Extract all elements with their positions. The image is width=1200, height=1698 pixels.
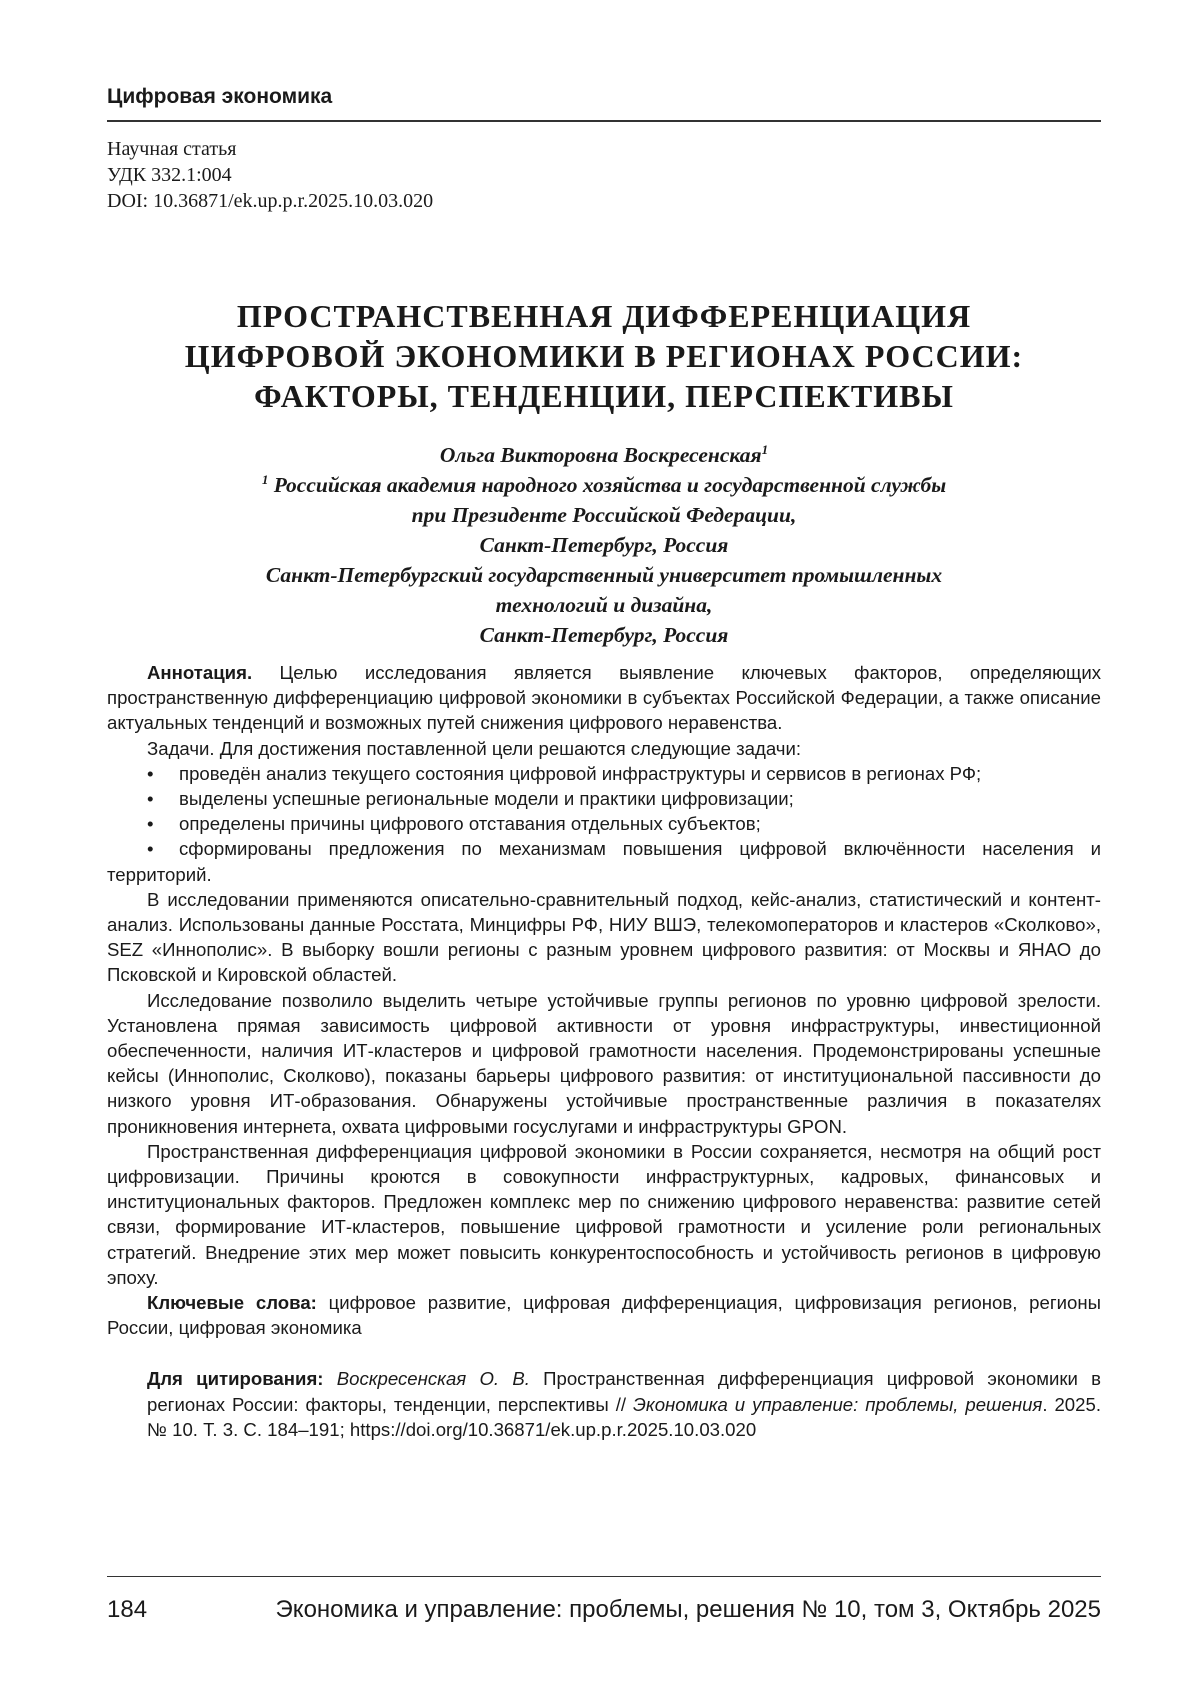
author-sup: 1 bbox=[761, 441, 769, 457]
abstract-tasks-intro: Задачи. Для достижения поставленной цели решаются следующие задачи: bbox=[147, 737, 802, 759]
bullet-icon: • bbox=[147, 813, 154, 835]
citation-journal: Экономика и управление: проблемы, решения bbox=[633, 1393, 1043, 1415]
affiliation-sup: 1 bbox=[261, 471, 269, 487]
list-item: • проведён анализ текущего состояния цифровой инфраструктуры и сервисов в регионах РФ; bbox=[107, 761, 1101, 786]
affiliation-1-line-3: Санкт-Петербург, Россия bbox=[479, 533, 729, 557]
bullet-icon: • bbox=[147, 838, 154, 860]
article-title bbox=[107, 296, 1101, 416]
abstract-results: Исследование позволило выделить четыре устойчивые группы регионов по уровню цифровой зрелости. Установлена прямая зависимость цифровой активности от уровня инфраструктуры, инвестиционной обеспеченности, наличия ИТ-кластеров и цифровой грамотности населения. Продемонстрированы успешные кейсы (Иннополис, Сколково), показаны барьеры цифрового развития: от институциональной пассивности до низкого уровня ИТ-образования. Обнаружены устойчивые пространственные различия в показателях проникновения интернета, охвата цифровыми госуслугами и инфраструктуры GPON. bbox=[107, 989, 1101, 1137]
author-name-line bbox=[107, 440, 1101, 470]
doi: DOI: 10.36871/ek.up.p.r.2025.10.03.020 bbox=[107, 190, 434, 212]
list-item: • определены причины цифрового отставания отдельных субъектов; bbox=[107, 811, 1101, 836]
header-divider bbox=[107, 120, 1101, 122]
bullet-icon: • bbox=[147, 788, 154, 810]
affiliation-2-line-1: Санкт-Петербургский государственный университет промышленных bbox=[265, 563, 943, 587]
list-item: • сформированы предложения по механизмам повышения цифровой включённости населения и территорий. bbox=[107, 838, 1101, 885]
title-line-2: ЦИФРОВОЙ ЭКОНОМИКИ В РЕГИОНАХ РОССИИ: bbox=[184, 338, 1024, 374]
author-name: Ольга Викторовна Воскресенская bbox=[439, 443, 762, 467]
bullet-icon: • bbox=[147, 762, 154, 784]
abstract-conclusion: Пространственная дифференциация цифровой экономики в России сохраняется, несмотря на общий рост цифровизации. Причины кроются в совокупности инфраструктурных, кадровых, финансовых и институциональных факторов. Предложен комплекс мер по снижению цифрового неравенства: развитие сетей связи, формирование ИТ-кластеров, повышение цифровой грамотности и усиление роли региональных стратегий. Внедрение этих мер может повысить конкурентоспособность и устойчивость регионов в цифровую эпоху. bbox=[107, 1140, 1101, 1288]
affiliation-1-line-2: при Президенте Российской Федерации, bbox=[411, 503, 797, 527]
footer-divider bbox=[107, 1576, 1101, 1577]
page-number: 184 bbox=[107, 1596, 148, 1623]
affiliation-2-line-3: Санкт-Петербург, Россия bbox=[479, 623, 729, 647]
journal-info: Экономика и управление: проблемы, решения № 10, том 3, Октябрь 2025 bbox=[275, 1596, 1101, 1623]
author-block bbox=[107, 440, 1101, 650]
abstract-methods: В исследовании применяются описательно-сравнительный подход, кейс-анализ, статистический и контент-анализ. Использованы данные Росстата, Минцифры РФ, НИУ ВШЭ, телекомоператоров и кластеров «Сколково», SEZ «Иннополис». В выборку вошли регионы с разным уровнем цифрового развития: от Москвы и ЯНАО до Псковской и Кировской областей. bbox=[107, 888, 1101, 986]
title-line-1: ПРОСТРАНСТВЕННАЯ ДИФФЕРЕНЦИАЦИЯ bbox=[236, 298, 972, 334]
citation-author: Воскресенская О. В. bbox=[323, 1368, 530, 1390]
article-type: Научная статья bbox=[107, 138, 237, 160]
affiliation-1-line-1: $^1$ Российская академия народного хозяйства и государственной службы bbox=[261, 471, 947, 497]
article-meta bbox=[107, 136, 433, 214]
list-item: • выделены успешные региональные модели и практики цифровизации; bbox=[107, 786, 1101, 811]
affiliation-2-line-2: технологий и дизайна, bbox=[495, 593, 713, 617]
udc-code: УДК 332.1:004 bbox=[107, 164, 232, 186]
abstract bbox=[107, 660, 1101, 1442]
abstract-label: Аннотация. bbox=[147, 662, 253, 683]
keywords: Ключевые слова: цифровое развитие, цифровая дифференциация, цифровизация регионов, регионы России, цифровая экономика bbox=[107, 1292, 1101, 1339]
citation: Для цитирования: Воскресенская О. В. Пространственная дифференциация цифровой экономики в регионах России: факторы, тенденции, перспективы // Экономика и управление: проблемы, решения. 2025. № 10. Т. 3. С. 184–191; https://doi.org/10.36871/ek.up.p.r.2025.10.03.020 bbox=[147, 1368, 1101, 1440]
keywords-label: Ключевые слова: bbox=[147, 1292, 317, 1314]
title-line-3: ФАКТОРЫ, ТЕНДЕНЦИИ, ПЕРСПЕКТИВЫ bbox=[254, 378, 954, 414]
citation-label: Для цитирования: bbox=[147, 1368, 324, 1390]
section-header: Цифровая экономика bbox=[107, 85, 333, 108]
abstract-purpose: Аннотация. Целью исследования является выявление ключевых факторов, определяющих пространственную дифференциацию цифровой экономики в субъектах Российской Федерации, а также описание актуальных тенденций и возможных путей снижения цифрового неравенства. bbox=[107, 662, 1101, 734]
